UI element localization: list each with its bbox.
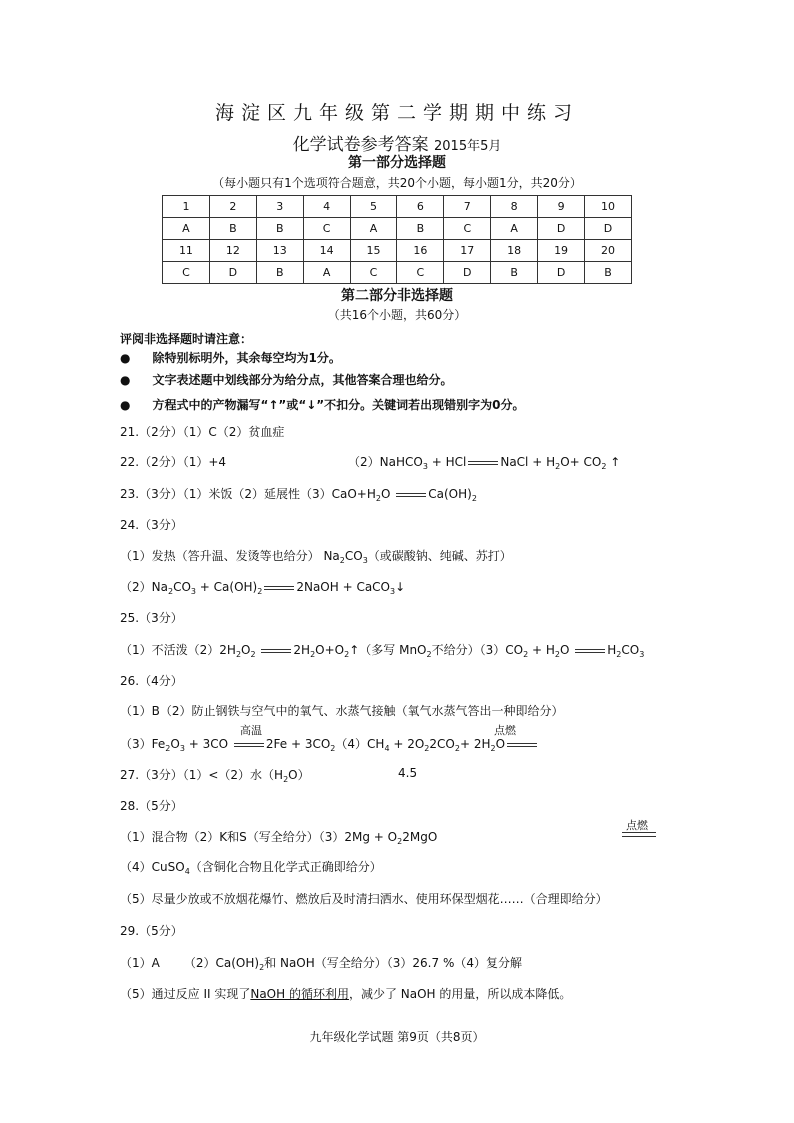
table-cell: 14	[303, 240, 350, 262]
equals-sign	[396, 493, 426, 497]
part2-note: （共16个小题，共60分）	[327, 308, 467, 322]
table-cell: B	[256, 262, 303, 284]
table-cell: 4	[303, 196, 350, 218]
table-cell: 5	[350, 196, 397, 218]
equals-sign	[261, 649, 291, 653]
table-cell: C	[350, 262, 397, 284]
table-cell: C	[444, 218, 491, 240]
notice-item: ● 文字表述题中划线部分为给分点，其他答案合理也给分。	[120, 373, 453, 387]
table-row	[163, 262, 632, 284]
exam-date: 2015年5月	[434, 139, 502, 154]
table-cell: D	[444, 262, 491, 284]
table-cell: 18	[491, 240, 538, 262]
answer-q26: 26.（4分）	[120, 674, 183, 688]
condition-ignite: 点燃	[494, 724, 516, 737]
table-cell: A	[163, 218, 210, 240]
answer-q28-1: （1）混合物（2）K和S（写全给分）$(3)2Mg + O_22MgO$	[120, 830, 438, 846]
answer-q29: 29.（5分）	[120, 924, 183, 938]
answer-q26-1: （1）B（2）防止钢铁与空气中的氧气、水蒸气接触（氧气水蒸气答出一种即给分）	[120, 704, 564, 718]
table-cell: A	[303, 262, 350, 284]
answer-q25: 25.（3分）	[120, 611, 183, 625]
table-cell: C	[303, 218, 350, 240]
table-cell: 10	[585, 196, 632, 218]
equals-sign	[468, 461, 498, 465]
table-cell: C	[397, 262, 444, 284]
table-cell: 1	[163, 196, 210, 218]
table-cell: 3	[256, 196, 303, 218]
table-cell: D	[585, 218, 632, 240]
notice-text: 文字表述题中划线部分为给分点，其他答案合理也给分。	[152, 373, 453, 387]
table-cell: B	[585, 262, 632, 284]
equals-sign	[264, 586, 294, 590]
table-cell: B	[256, 218, 303, 240]
answer-table	[162, 195, 632, 284]
answer-q24-1: （1）发热（答升温、发烫等也给分） $Na_2CO_3$（或碳酸钠、纯碱、苏打）	[120, 549, 512, 565]
table-row	[163, 240, 632, 262]
answer-q22-1: 22.（2分）（1）+4	[120, 455, 227, 469]
table-cell: 13	[256, 240, 303, 262]
table-row	[163, 218, 632, 240]
answer-q25-1: （1）不活泼$(2)2H_2O_2$ $2H_2O+O_2↑$（多写 MnO$_2$不给分）$(3)CO_2 + H_2O$ $H_2CO_3$	[120, 643, 645, 659]
table-cell: 7	[444, 196, 491, 218]
table-cell: B	[397, 218, 444, 240]
notice-text: 方程式中的产物漏写“↑”或“↓”不扣分。关键词若出现错别字为0分。	[152, 398, 525, 412]
answer-q21: 21.（2分）（1）C（2）贫血症	[120, 425, 285, 439]
subtitle-text: 化学试卷参考答案	[292, 135, 429, 155]
answer-q27-value: 4.5	[398, 766, 418, 780]
notice-item: ● 方程式中的产物漏写“↑”或“↓”不扣分。关键词若出现错别字为0分。	[120, 398, 525, 412]
answer-q23: 23.（3分）（1）米饭（2）延展性$(3)CaO+H_2O$ $Ca(OH)_2$	[120, 487, 477, 503]
table-cell: 9	[538, 196, 585, 218]
table-cell: B	[209, 218, 256, 240]
answer-q24-2: $(2)Na_2CO_3 + Ca(OH)_2$ 2NaOH + CaCO$_3$↓	[120, 580, 406, 596]
table-cell: C	[163, 262, 210, 284]
table-cell: D	[538, 218, 585, 240]
table-cell: 8	[491, 196, 538, 218]
part2-title: 第二部分非选择题	[341, 288, 453, 304]
table-cell: 20	[585, 240, 632, 262]
table-row	[163, 196, 632, 218]
scoring-point: NaOH 的循环利用	[250, 987, 349, 1001]
answer-q29-2: （5）通过反应 II 实现了NaOH 的循环利用，减少了 NaOH 的用量，所以成本降低。	[120, 987, 572, 1001]
part1-note: （每小题只有1个选项符合题意，共20个小题，每小题1分，共20分）	[212, 176, 582, 190]
table-cell: 6	[397, 196, 444, 218]
table-cell: 19	[538, 240, 585, 262]
equals-sign	[575, 649, 605, 653]
equals-sign	[507, 743, 537, 747]
part1-title: 第一部分选择题	[348, 155, 446, 171]
table-cell: B	[491, 262, 538, 284]
answer-q26-2: $(3)Fe_2O_3 + 3CO$ $2Fe + 3CO_2(4)CH_4 + 2O_22CO_2+ 2H_2O$	[120, 735, 539, 753]
answer-q28-3: （5）尽量少放或不放烟花爆竹、燃放后及时清扫洒水、使用环保型烟花……（合理即给分）	[120, 892, 608, 906]
page-title: 海淀区九年级第二学期期中练习	[214, 102, 579, 124]
answer-q29-1: （1）A $(2)Ca(OH)_2$和 NaOH（写全给分）（3）26.7 %（4）复分解	[120, 956, 522, 972]
table-cell: 15	[350, 240, 397, 262]
notice-text: 除特别标明外，其余每空均为1分。	[152, 351, 341, 365]
table-cell: D	[209, 262, 256, 284]
answer-q22-2: （2）NaHCO$_3$ + HCl NaCl + $H_2O+ CO_2$ ↑	[348, 455, 621, 471]
answer-q24: 24.（3分）	[120, 518, 183, 532]
notice-title: 评阅非选择题时请注意：	[120, 332, 253, 346]
equals-sign	[622, 832, 656, 837]
table-cell: A	[491, 218, 538, 240]
page-footer: 九年级化学试题 第9页（共8页）	[309, 1030, 485, 1044]
condition-ignite: 点燃	[626, 819, 648, 832]
table-cell: 2	[209, 196, 256, 218]
condition-high-temp: 高温	[240, 724, 262, 737]
answer-q27: 27.（3分）（1）<（2）水$(H_2O)$	[120, 768, 310, 784]
table-cell: A	[350, 218, 397, 240]
answer-q28: 28.（5分）	[120, 799, 183, 813]
table-cell: D	[538, 262, 585, 284]
table-cell: 17	[444, 240, 491, 262]
table-cell: 11	[163, 240, 210, 262]
table-cell: 12	[209, 240, 256, 262]
equals-sign	[234, 743, 264, 747]
answer-q28-2: （4）CuSO$_4$（含铜化合物且化学式正确即给分）	[120, 860, 382, 876]
notice-item: ● 除特别标明外，其余每空均为1分。	[120, 351, 341, 365]
table-cell: 16	[397, 240, 444, 262]
